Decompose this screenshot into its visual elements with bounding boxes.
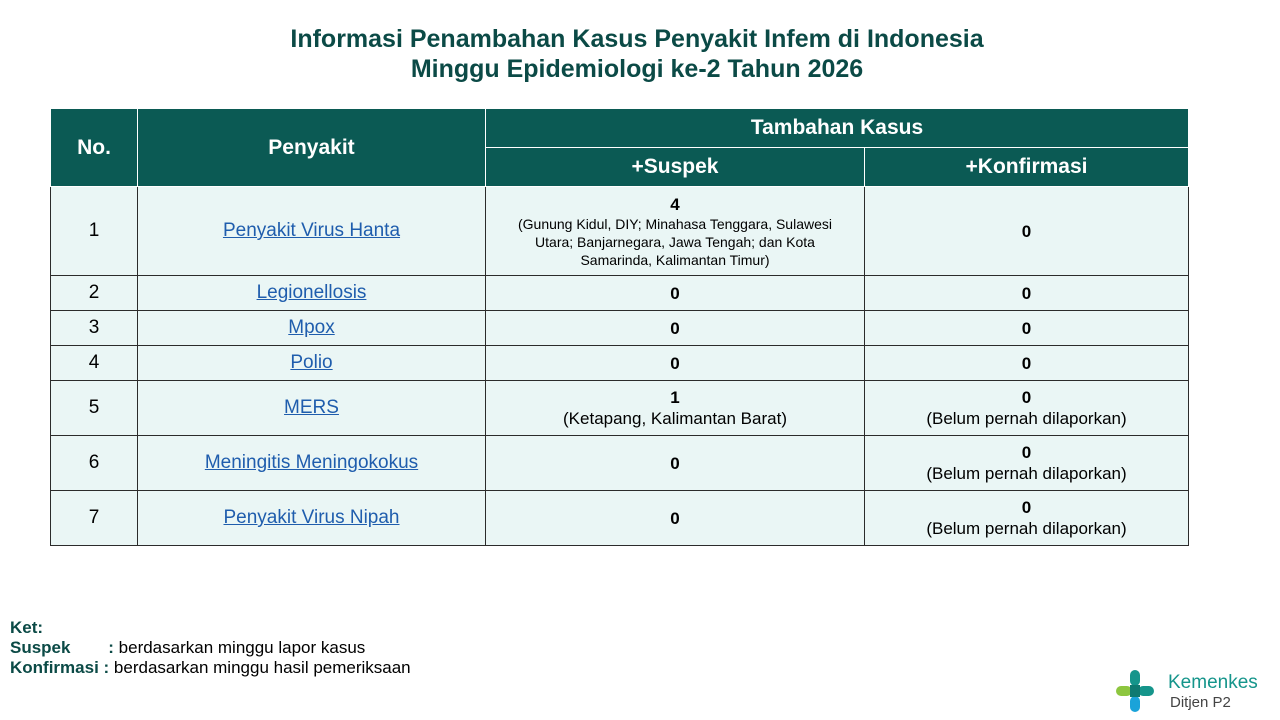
- legend-konfirmasi-text: berdasarkan minggu hasil pemeriksaan: [113, 658, 411, 677]
- disease-link-mers[interactable]: MERS: [284, 397, 339, 418]
- cases-table: [50, 108, 1189, 546]
- disease-link-polio[interactable]: Polio: [290, 352, 333, 373]
- disease-cell: [138, 491, 486, 546]
- disease-cell: [138, 187, 486, 276]
- table-row: [51, 436, 1189, 491]
- konfirmasi-note: (Belum pernah dilaporkan): [926, 464, 1127, 483]
- suspek-cell: [486, 346, 865, 381]
- header-tambahan-kasus: Tambahan Kasus: [486, 109, 1189, 148]
- legend: [10, 618, 411, 678]
- disease-link-legionellosis[interactable]: Legionellosis: [256, 282, 367, 303]
- header-penyakit: Penyakit: [138, 109, 486, 187]
- konfirmasi-cell: [865, 276, 1189, 311]
- konfirmasi-note: (Belum pernah dilaporkan): [926, 519, 1127, 538]
- konfirmasi-cell: [865, 381, 1189, 436]
- konfirmasi-cell: [865, 436, 1189, 491]
- disease-cell: [138, 381, 486, 436]
- suspek-cell: [486, 276, 865, 311]
- suspek-value: 0: [670, 508, 680, 528]
- konfirmasi-value: 0: [1021, 443, 1032, 462]
- suspek-cell: [486, 381, 865, 436]
- disease-cell: [138, 436, 486, 491]
- suspek-cell: [486, 187, 865, 276]
- konfirmasi-cell: [865, 491, 1189, 546]
- disease-cell: [138, 311, 486, 346]
- legend-suspek-text: berdasarkan minggu lapor kasus: [118, 638, 366, 657]
- header-konfirmasi: +Konfirmasi: [865, 148, 1189, 187]
- legend-konfirmasi-key: Konfirmasi :: [10, 658, 110, 677]
- page-title: [0, 24, 1274, 84]
- disease-link-meningitis[interactable]: Meningitis Meningokokus: [204, 452, 419, 473]
- konfirmasi-value: 0: [1021, 283, 1032, 303]
- disease-cell: [138, 276, 486, 311]
- row-number: 5: [51, 381, 138, 436]
- konfirmasi-value: 0: [1021, 353, 1032, 373]
- row-number: 7: [51, 491, 138, 546]
- header-suspek: +Suspek: [486, 148, 865, 187]
- suspek-cell: [486, 491, 865, 546]
- konfirmasi-cell: [865, 346, 1189, 381]
- table-row: [51, 311, 1189, 346]
- row-number: 3: [51, 311, 138, 346]
- konfirmasi-value: 0: [1021, 318, 1032, 338]
- legend-suspek: Suspek : berdasarkan minggu lapor kasus: [10, 638, 366, 657]
- disease-cell: [138, 346, 486, 381]
- logo-sub: Ditjen P2: [1170, 694, 1231, 711]
- table-row: [51, 491, 1189, 546]
- disease-link-nipah[interactable]: Penyakit Virus Nipah: [223, 507, 400, 528]
- disease-link-hanta[interactable]: Penyakit Virus Hanta: [222, 220, 401, 241]
- suspek-note: (Ketapang, Kalimantan Barat): [563, 409, 787, 428]
- row-number: 1: [51, 187, 138, 276]
- table-row: [51, 346, 1189, 381]
- suspek-cell: [486, 436, 865, 491]
- header-no: No.: [51, 109, 138, 187]
- row-number: 4: [51, 346, 138, 381]
- suspek-cell: [486, 311, 865, 346]
- logo-name: Kemenkes: [1168, 672, 1258, 693]
- table-row: [51, 187, 1189, 276]
- konfirmasi-value: 0: [1021, 498, 1032, 517]
- table-row: [51, 381, 1189, 436]
- title-line-2: Minggu Epidemiologi ke-2 Tahun 2026: [410, 55, 864, 83]
- table-row: [51, 276, 1189, 311]
- suspek-value: 4: [670, 194, 680, 214]
- suspek-value: 1: [670, 388, 680, 407]
- suspek-value: 0: [670, 318, 680, 338]
- konfirmasi-cell: [865, 311, 1189, 346]
- row-number: 2: [51, 276, 138, 311]
- konfirmasi-cell: [865, 187, 1189, 276]
- disease-link-mpox[interactable]: Mpox: [288, 317, 335, 338]
- title-line-1: Informasi Penambahan Kasus Penyakit Infem di Indonesia: [290, 25, 984, 53]
- legend-title: Ket:: [10, 618, 44, 637]
- suspek-value: 0: [670, 283, 680, 303]
- row-number: 6: [51, 436, 138, 491]
- suspek-note: (Gunung Kidul, DIY; Minahasa Tenggara, Sulawesi Utara; Banjarnegara, Jawa Tengah; dan Kota Samarinda, Kalimantan Timur): [517, 215, 832, 268]
- legend-suspek-key: Suspek: [10, 638, 71, 657]
- konfirmasi-value: 0: [1021, 221, 1032, 241]
- suspek-value: 0: [670, 353, 680, 373]
- konfirmasi-note: (Belum pernah dilaporkan): [926, 409, 1127, 428]
- legend-konfirmasi: [10, 658, 411, 678]
- suspek-value: 0: [670, 453, 680, 473]
- konfirmasi-value: 0: [1021, 388, 1032, 407]
